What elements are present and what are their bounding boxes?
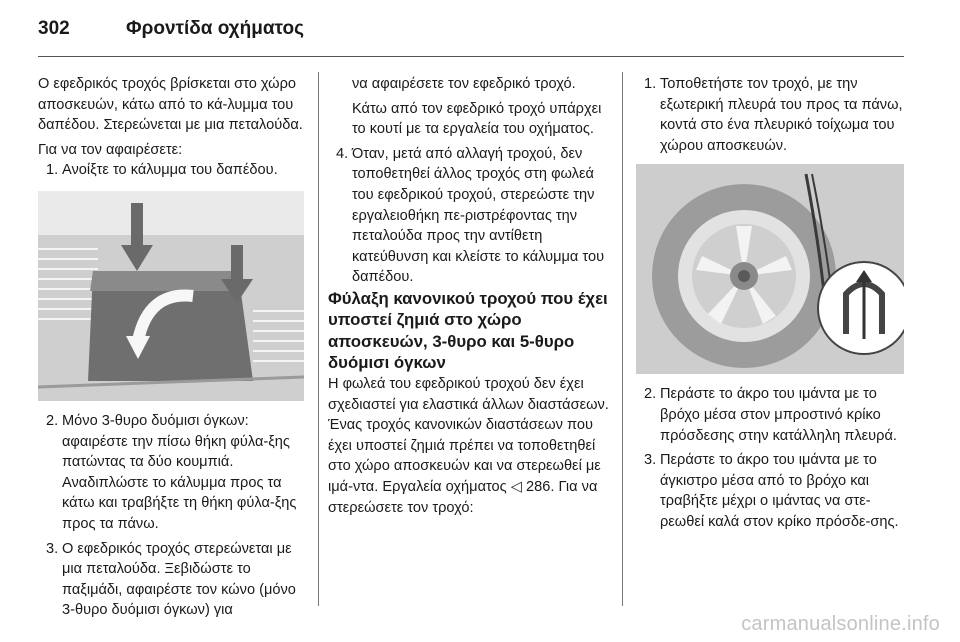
column-divider xyxy=(622,72,623,606)
column-divider xyxy=(318,72,319,606)
step-text: Ανοίξτε το κάλυμμα του δαπέδου. xyxy=(62,162,278,179)
figure-storage-cover xyxy=(38,191,304,401)
remove-label: Για να τον αφαιρέσετε: xyxy=(38,141,183,158)
column-middle xyxy=(328,74,610,518)
page-reference-icon: ◁ xyxy=(510,478,522,495)
intro-paragraph: Ο εφεδρικός τροχός βρίσκεται στο χώρο αποσκευών, κάτω από το κά-λυμμα του δαπέδου. Στερεώνεται με μια πεταλούδα. xyxy=(38,76,303,134)
step-number: 2. xyxy=(46,412,59,429)
figure-wheel-strap xyxy=(636,164,904,374)
step-text: Τοποθετήστε τον τροχό, με την εξωτερική πλευρά του προς τα πάνω, κοντά στο ένα πλευρικό τοίχωμα του χώρου αποσκευών. xyxy=(660,76,903,154)
header-rule xyxy=(38,56,904,57)
step-item xyxy=(38,160,308,181)
step-item xyxy=(636,74,906,156)
page-title: Φροντίδα οχήματος xyxy=(126,18,304,39)
step-continuation xyxy=(328,74,610,95)
step-number: 1. xyxy=(644,76,657,92)
step-item xyxy=(38,411,308,535)
page-number: 302 xyxy=(38,18,70,39)
step-text: Κάτω από τον εφεδρικό τροχό υπάρχει το κουτί με τα εργαλεία του οχήματος. xyxy=(352,100,602,138)
step-text: Περάστε το άκρο του ιμάντα με το βρόχο μέσα στον μπροστινό κρίκο πρόσδεσης στην κατάλληλη πλευρά. xyxy=(660,386,897,444)
step-number: 3. xyxy=(46,540,59,557)
watermark: carmanualsonline.info xyxy=(741,613,940,635)
step-item xyxy=(328,144,610,288)
step-text: Μόνο 3-θυρο δυόμισι όγκων: αφαιρέστε την πίσω θήκη φύλα-ξης πατώντας τα δύο κουμπιά. Αναδιπλώστε το κάλυμμα προς τα κάτω και τραβήξτε τη θήκη φύλα-ξης προς τα πάνω. xyxy=(62,412,297,532)
step-item xyxy=(38,539,308,621)
step-text: Περάστε το άκρο του ιμάντα με το άγκιστρο μέσα από το βρόχο και τραβήξτε μέχρι ο ιμάντας να στε-ρεωθεί καλά στον κρίκο πρόσδε-σης. xyxy=(660,452,899,530)
column-right xyxy=(636,74,906,533)
step-item xyxy=(636,384,906,446)
step-item xyxy=(636,450,906,532)
step-number: 2. xyxy=(644,386,657,403)
section-heading: Φύλαξη κανονικού τροχού που έχει υποστεί ζημιά στο χώρο αποσκευών, 3-θυρο και 5-θυρο δυόμισι όγκων xyxy=(328,288,608,373)
step-text: Όταν, μετά από αλλαγή τροχού, δεν τοποθετηθεί άλλος τροχός στη φωλεά του εφεδρικού τροχού, στερεώστε την εργαλειοθήκη πε-ριστρέφοντας την πεταλούδα προς την αντίθετη κατεύθυνση και κλείστε το κάλυμμα του δαπέδου. xyxy=(352,145,605,286)
column-left xyxy=(38,74,308,621)
step-text: να αφαιρέσετε τον εφεδρικό τροχό. xyxy=(352,76,576,92)
step-text: Ο εφεδρικός τροχός στερεώνεται με μια πεταλούδα. Ξεβιδώστε το παξιμάδι, αφαιρέστε τον κώνο (μόνο 3-θυρο δυόμισι όγκων) για xyxy=(62,540,296,619)
step-number: 4. xyxy=(336,145,349,162)
step-number: 1. xyxy=(46,162,59,179)
body-paragraph: Η φωλεά του εφεδρικού τροχού δεν έχει σχεδιαστεί για ελαστικά άλλων διαστάσεων. Ένας τροχός κανονικών διαστάσεων που έχει υποστεί ζημιά πρέπει να τοποθετηθεί στο χώρο αποσκευών και να στερεωθεί με ιμά-ντα. Εργαλεία οχήματος ◁ 286. Για να στερεώσετε τον τροχό: xyxy=(328,375,609,516)
step-note xyxy=(328,99,610,140)
step-number: 3. xyxy=(644,452,657,469)
page-reference[interactable]: 286 xyxy=(522,478,551,495)
